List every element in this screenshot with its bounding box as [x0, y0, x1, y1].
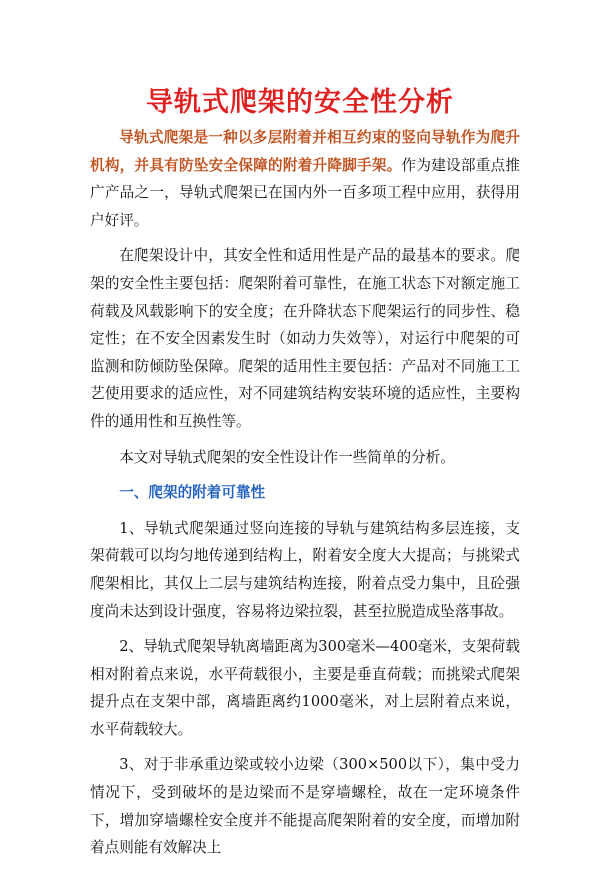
section-paragraph: 1、导轨式爬架通过竖向连接的导轨与建筑结构多层连接，支架荷载可以均匀地传递到结构上，附着安全度大大提高；与挑梁式爬架相比，其仅上二层与建筑结构连接，附着点受力集中，且砼强度尚未达到设计强度，容易将边梁拉裂，甚至拉脱造成坠落事故。: [90, 519, 520, 620]
body-paragraph: 在爬架设计中，其安全性和适用性是产品的最基本的要求。爬架的安全性主要包括：爬架附着可靠性，在施工状态下对额定施工荷载及风载影响下的安全度；在升降状态下爬架运行的同步性、稳定性；在不安全因素发生时（如动力失效等），对运行中爬架的可监测和防倾防坠保障。爬架的适用性主要包括：产品对不同施工工艺使用要求的适应性，对不同建筑结构安装环境的适应性，主要构件的通用性和互换性等。: [90, 247, 520, 430]
intro-paragraph: [90, 124, 520, 234]
document-title: 导轨式爬架的安全性分析: [146, 87, 454, 118]
section-paragraph: 3、对于非承重边梁或较小边梁（300×500以下），集中受力情况下，受到破坏的是边梁而不是穿墙螺栓，故在一定环境条件下，增加穿墙螺栓安全度并不能提高爬架附着的安全度，而增加附着点则能有效解决上: [90, 756, 520, 857]
intro-lead-text: 导轨式爬架是一种以多层附着并相互约束的竖向导轨作为爬升机构，并具有防坠安全保障的附着升降脚手架。: [90, 129, 520, 174]
section-paragraph: 2、导轨式爬架导轨离墙距离为300毫米—400毫米，支架荷载相对附着点来说，水平荷载很小，主要是垂直荷载；而挑梁式爬架提升点在支架中部，离墙距离约1000毫米，对上层附着点来说，水平荷载较大。: [90, 638, 520, 738]
document-body: [90, 124, 520, 870]
body-paragraph: 本文对导轨式爬架的安全性设计作一些简单的分析。: [119, 448, 455, 466]
section-heading: 一、爬架的附着可靠性: [119, 484, 266, 502]
intro-text: 作为建设部重点推广产品之一，导轨式爬架已在国内外一百多项工程中应用，获得用户好评。: [90, 156, 520, 229]
